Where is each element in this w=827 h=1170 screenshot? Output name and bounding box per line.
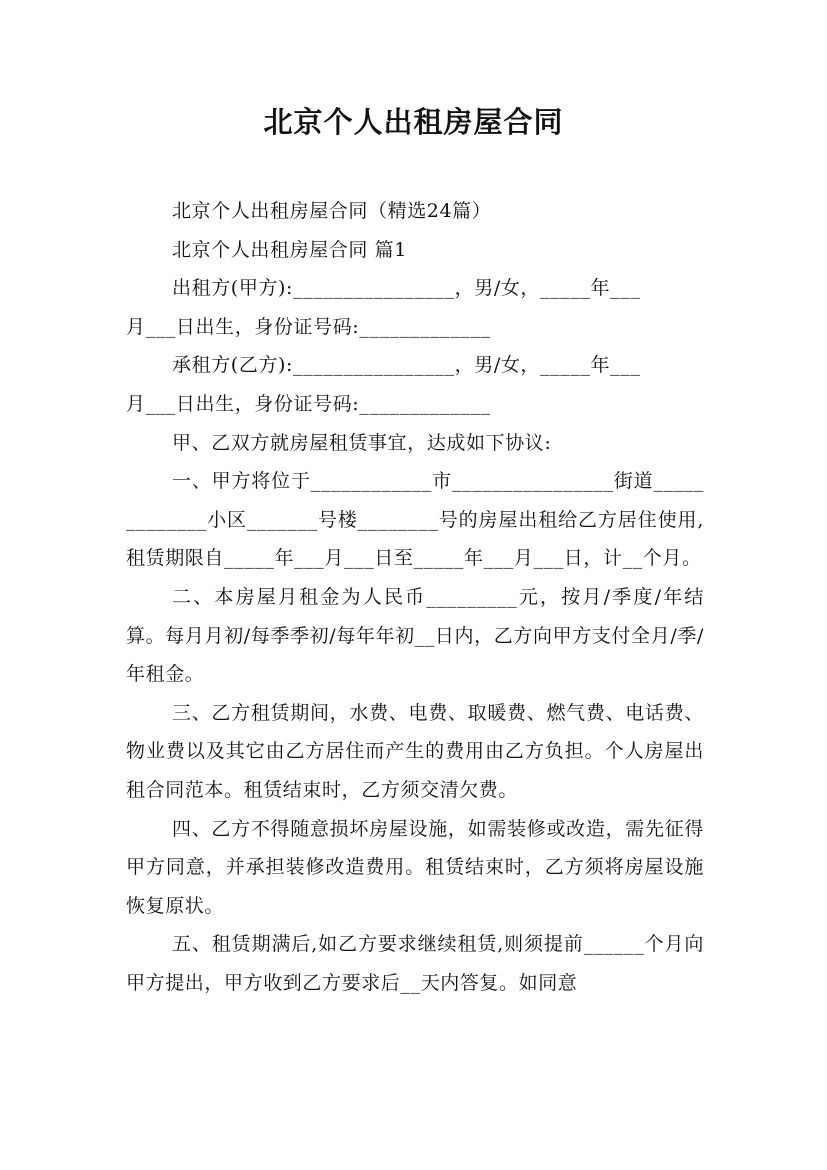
party-a-line-2: 月___日出生，身份证号码:_____________ (126, 315, 491, 338)
agreement-intro: 甲、乙双方就房屋租赁事宜，达成如下协议: (172, 431, 552, 454)
clause-5: 五、租赁期满后,如乙方要求继续租赁,则须提前______个月向甲方提出，甲方收到乙方要求后__天内答复。如同意 (126, 933, 704, 994)
document-title: 北京个人出租房屋合同 (263, 105, 564, 139)
document-subtitle: 北京个人出租房屋合同（精选24篇） (172, 200, 492, 222)
document-body (126, 192, 704, 1002)
clause-4: 四、乙方不得随意损坏房屋设施，如需装修或改造，需先征得甲方同意，并承担装修改造费用。租赁结束时，乙方须将房屋设施恢复原状。 (126, 817, 704, 917)
clause-1: 一、甲方将位于____________市________________街道_____________小区_______号楼________号的房屋出租给乙方居住使用,租赁期限自_____年___月___日至_____年___月___日，计__个月。 (126, 470, 704, 570)
clause-2: 二、本房屋月租金为人民币_________元，按月/季度/年结算。每月月初/每季季初/每年年初__日内，乙方向甲方支付全月/季/年租金。 (126, 585, 704, 686)
party-b-line-1: 承租方(乙方):________________，男/女，_____年___ (172, 354, 641, 377)
party-b-line-2: 月___日出生，身份证号码:_____________ (126, 392, 491, 415)
clause-3: 三、乙方租赁期间，水费、电费、取暖费、燃气费、电话费、物业费以及其它由乙方居住而产生的费用由乙方负担。个人房屋出租合同范本。租赁结束时，乙方须交清欠费。 (126, 701, 704, 801)
party-a-line-1: 出租方(甲方):________________，男/女，_____年___ (172, 277, 641, 300)
section-heading: 北京个人出租房屋合同 篇1 (172, 238, 407, 261)
